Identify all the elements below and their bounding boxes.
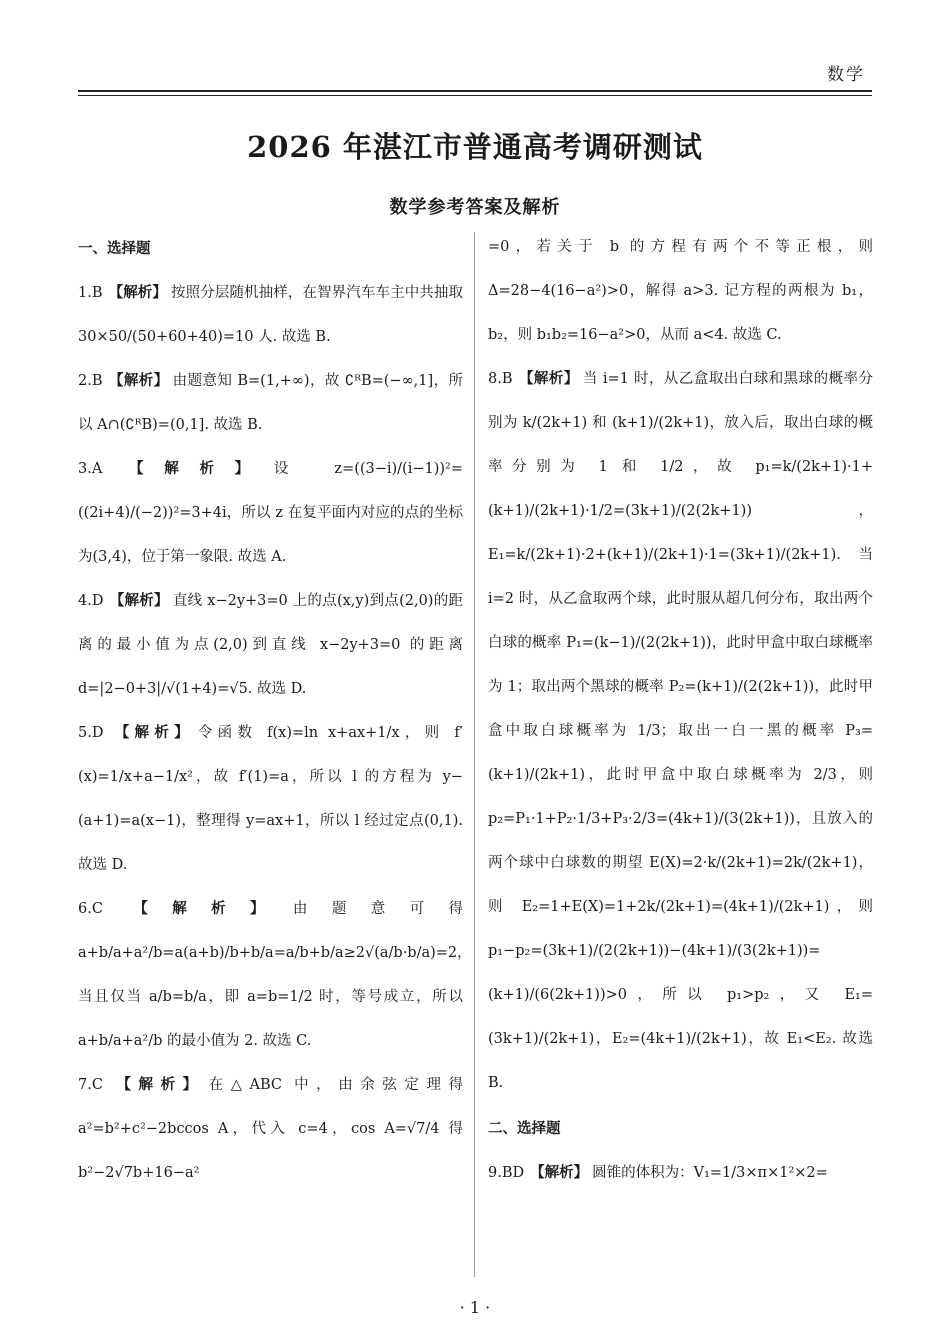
- answer-item-1: [78, 271, 463, 359]
- section-heading-choice-2: 二、选择题: [488, 1120, 561, 1137]
- answer-item-4: [78, 579, 463, 711]
- header-subject: 数学: [827, 65, 865, 85]
- analysis-tag: 【解析】: [109, 592, 169, 609]
- document-subtitle: 数学参考答案及解析: [389, 197, 561, 218]
- item-number: 2.B: [78, 373, 103, 389]
- analysis-tag: 【解析】: [109, 724, 194, 741]
- item-text: 令函数 f(x)=ln x+ax+1/x，则 f′(x)=1/x+a−1/x²，故 f′(1)=a，所以 l 的方程为 y−(a+1)=a(x−1)，整理得 y=ax+1，所以 l 经过定点(0,1). 故选 D.: [78, 725, 463, 873]
- analysis-tag: 【解析】: [108, 284, 168, 301]
- item-text: 设 z=((3−i)/(i−1))²=((2i+4)/(−2))²=3+4i，所以 z 在复平面内对应的点的坐标为(3,4)，位于第一象限. 故选 A.: [78, 461, 464, 565]
- item-text: 由题意知 B=(1,+∞)，故 ∁ᴿB=(−∞,1]，所以 A∩(∁ᴿB)=(0,1]. 故选 B.: [78, 373, 464, 433]
- item-text: 圆锥的体积为：V₁=1/3×π×1²×2=: [592, 1165, 828, 1181]
- answer-item-8: [488, 357, 873, 1105]
- header-rule-thick: [78, 90, 872, 92]
- item-number: 4.D: [78, 593, 104, 609]
- item-number: 3.A: [78, 461, 103, 477]
- analysis-tag: 【解析】: [108, 900, 289, 917]
- item-number: 8.B: [488, 371, 513, 387]
- answer-item-3: [78, 447, 463, 579]
- analysis-tag: 【解析】: [108, 1076, 205, 1093]
- answer-item-7: [78, 1063, 463, 1195]
- answer-item-7-continued: [488, 225, 873, 357]
- answer-item-9: [488, 1151, 873, 1195]
- item-number: 9.BD: [488, 1165, 525, 1181]
- answer-item-5: [78, 711, 463, 887]
- item-text: 按照分层随机抽样，在智界汽车车主中共抽取 30×50/(50+60+40)=10 人. 故选 B.: [78, 285, 464, 345]
- column-divider: [474, 232, 475, 1277]
- item-text: 直线 x−2y+3=0 上的点(x,y)到点(2,0)的距离的最小值为点(2,0)到直线 x−2y+3=0 的距离 d=|2−0+3|/√(1+4)=√5. 故选 D.: [78, 593, 463, 697]
- item-number: 1.B: [78, 285, 103, 301]
- item-number: 7.C: [78, 1077, 103, 1093]
- item-text: 当 i=1 时，从乙盒取出白球和黑球的概率分别为 k/(2k+1) 和 (k+1)/(2k+1)，放入后，取出白球的概率分别为 1 和 1/2，故 p₁=k/(2k+1)·1+(k+1)/(2k+1)·1/2=(3k+1)/(2(2k+1))，E₁=k/(2k+1)·2+(k+1)/(2k+1)·1=(3k+1)/(2k+1). 当 i=2 时，从乙盒取两个球，此时服从超几何分布，取出两个白球的概率 P₁=(k−1)/(2(2k+1))，此时甲盒中取白球概率为 1；取出两个黑球的概率 P₂=(k+1)/(2(2k+1))，此时甲盒中取白球概率为 1/3；取出一白一黑的概率 P₃=(k+1)/(2k+1)，此时甲盒中取白球概率为 2/3，则 p₂=P₁·1+P₂·1/3+P₃·2/3=(4k+1)/(3(2k+1))，且放入的两个球中白球数的期望 E(X)=2·k/(2k+1)=2k/(2k+1)，则 E₂=1+E(X)=1+2k/(2k+1)=(4k+1)/(2k+1)，则 p₁−p₂=(3k+1)/(2(2k+1))−(4k+1)/(3(2k+1))=(k+1)/(6(2k+1))>0，所以 p₁>p₂，又 E₁=(3k+1)/(2k+1)，E₂=(4k+1)/(2k+1)，故 E₁<E₂. 故选 B.: [488, 371, 873, 1091]
- item-text: =0，若关于 b 的方程有两个不等正根，则 Δ=28−4(16−a²)>0，解得 a>3. 记方程的两根为 b₁，b₂，则 b₁b₂=16−a²>0，从而 a<4. 故选 C.: [488, 239, 873, 343]
- header-rule-thin: [78, 95, 872, 96]
- page-number: · 1 ·: [459, 1298, 491, 1317]
- analysis-tag: 【解析】: [530, 1164, 589, 1181]
- right-column: [488, 225, 873, 1195]
- answer-item-6: [78, 887, 472, 1063]
- item-text: 在△ABC 中，由余弦定理得 a²=b²+c²−2bccos A，代入 c=4，cos A=√7/4 得 b²−2√7b+16−a²: [78, 1077, 464, 1181]
- analysis-tag: 【解析】: [108, 372, 169, 389]
- analysis-tag: 【解析】: [518, 370, 579, 387]
- analysis-tag: 【解析】: [108, 460, 270, 477]
- section-heading-choice: 一、选择题: [78, 240, 151, 257]
- item-text: 由题意可得 a+b/a+a²/b=a(a+b)/b+b/a=a/b+b/a≥2√(a/b·b/a)=2，当且仅当 a/b=b/a，即 a=b=1/2 时，等号成立，所以 a+b/a+a²/b 的最小值为 2. 故选 C.: [78, 901, 472, 1049]
- item-number: 6.C: [78, 901, 103, 917]
- answer-item-2: [78, 359, 463, 447]
- item-number: 5.D: [78, 725, 104, 741]
- left-column: [78, 225, 472, 1195]
- document-title: 2026 年湛江市普通高考调研测试: [247, 130, 703, 164]
